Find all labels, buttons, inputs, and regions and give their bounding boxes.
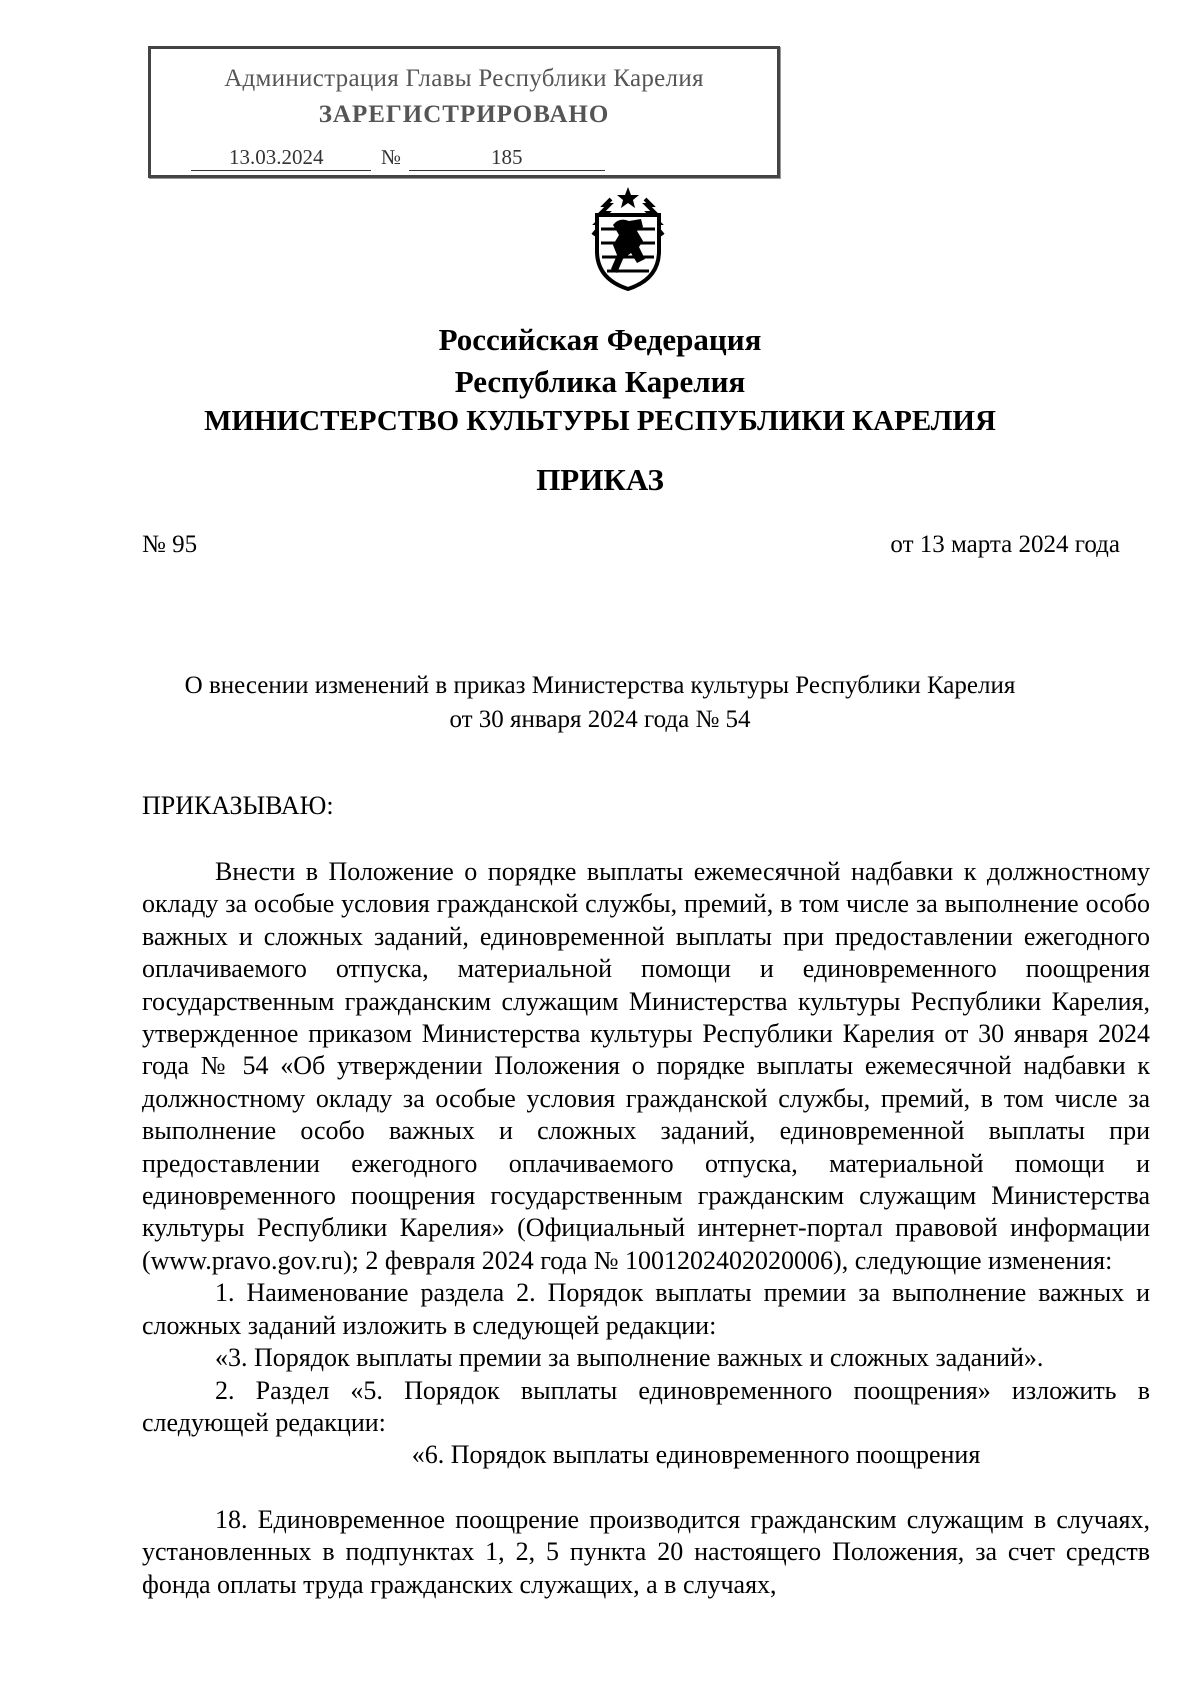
order-directive: ПРИКАЗЫВАЮ: — [142, 791, 334, 820]
country-heading: Российская Федерация — [438, 322, 762, 357]
body-paragraph: 1. Наименование раздела 2. Порядок выплаты премии за выполнение важных и сложных заданий изложить в следующей редакции: — [142, 1278, 1150, 1340]
subject-line-2: от 30 января 2024 года № 54 — [449, 706, 751, 733]
stamp-date-underline — [191, 170, 371, 171]
order-number: № 95 — [142, 531, 198, 558]
stamp-status: ЗАРЕГИСТРИРОВАНО — [318, 101, 610, 128]
document-body — [142, 856, 1150, 1601]
stamp-number-underline — [409, 170, 605, 171]
karelia-coat-of-arms-icon — [583, 185, 673, 291]
paragraph-gap — [142, 1472, 1150, 1504]
body-paragraph: 2. Раздел «5. Порядок выплаты единовременного поощрения» изложить в следующей редакции: — [142, 1375, 1150, 1437]
body-paragraph: Внести в Положение о порядке выплаты ежемесячной надбавки к должностному окладу за особые условия гражданской службы, премий, в том числе за выполнение особо важных и сложных заданий, единовременной выплаты при предоставлении ежегодного оплачиваемого отпуска, материальной помощи и единовременного поощрения государственным гражданским служащим Министерства культуры Республики Карелия, утвержденное приказом Министерства культуры Республики Карелия от 30 января 2024 года № 54 «Об утверждении Положения о порядке выплаты ежемесячной надбавки к должностному окладу за особые условия гражданской службы, премий, в том числе за выполнение особо важных и сложных заданий, единовременной выплаты при предоставлении ежегодного оплачиваемого отпуска, материальной помощи и единовременного поощрения государственным гражданским служащим Министерства культуры Республики Карелия» (Официальный интернет-портал правовой информации (www.pravo.gov.ru); 2 февраля 2024 года № 1001202402020006), следующие изменения: — [142, 857, 1150, 1275]
stamp-authority: Администрация Главы Республики Карелия — [224, 65, 704, 92]
order-date: от 13 марта 2024 года — [890, 531, 1120, 558]
stamp-number-sign: № — [381, 145, 402, 169]
subject-line-1: О внесении изменений в приказ Министерства культуры Республики Карелия — [184, 672, 1016, 699]
registration-stamp — [148, 46, 780, 178]
republic-heading: Республика Карелия — [454, 364, 746, 399]
document-type-heading: ПРИКАЗ — [536, 462, 664, 497]
stamp-number: 185 — [491, 145, 523, 169]
body-paragraph: 18. Единовременное поощрение производится гражданским служащим в случаях, установленных в подпунктах 1, 2, 5 пункта 20 настоящего Положения, за счет средств фонда оплаты труда гражданских служащих, а в случаях, — [142, 1504, 1150, 1599]
ministry-heading: МИНИСТЕРСТВО КУЛЬТУРЫ РЕСПУБЛИКИ КАРЕЛИЯ — [204, 405, 996, 437]
section-heading: «6. Порядок выплаты единовременного поощрения — [411, 1440, 981, 1470]
stamp-date: 13.03.2024 — [229, 145, 324, 169]
body-paragraph: «3. Порядок выплаты премии за выполнение важных и сложных заданий». — [215, 1343, 1044, 1373]
